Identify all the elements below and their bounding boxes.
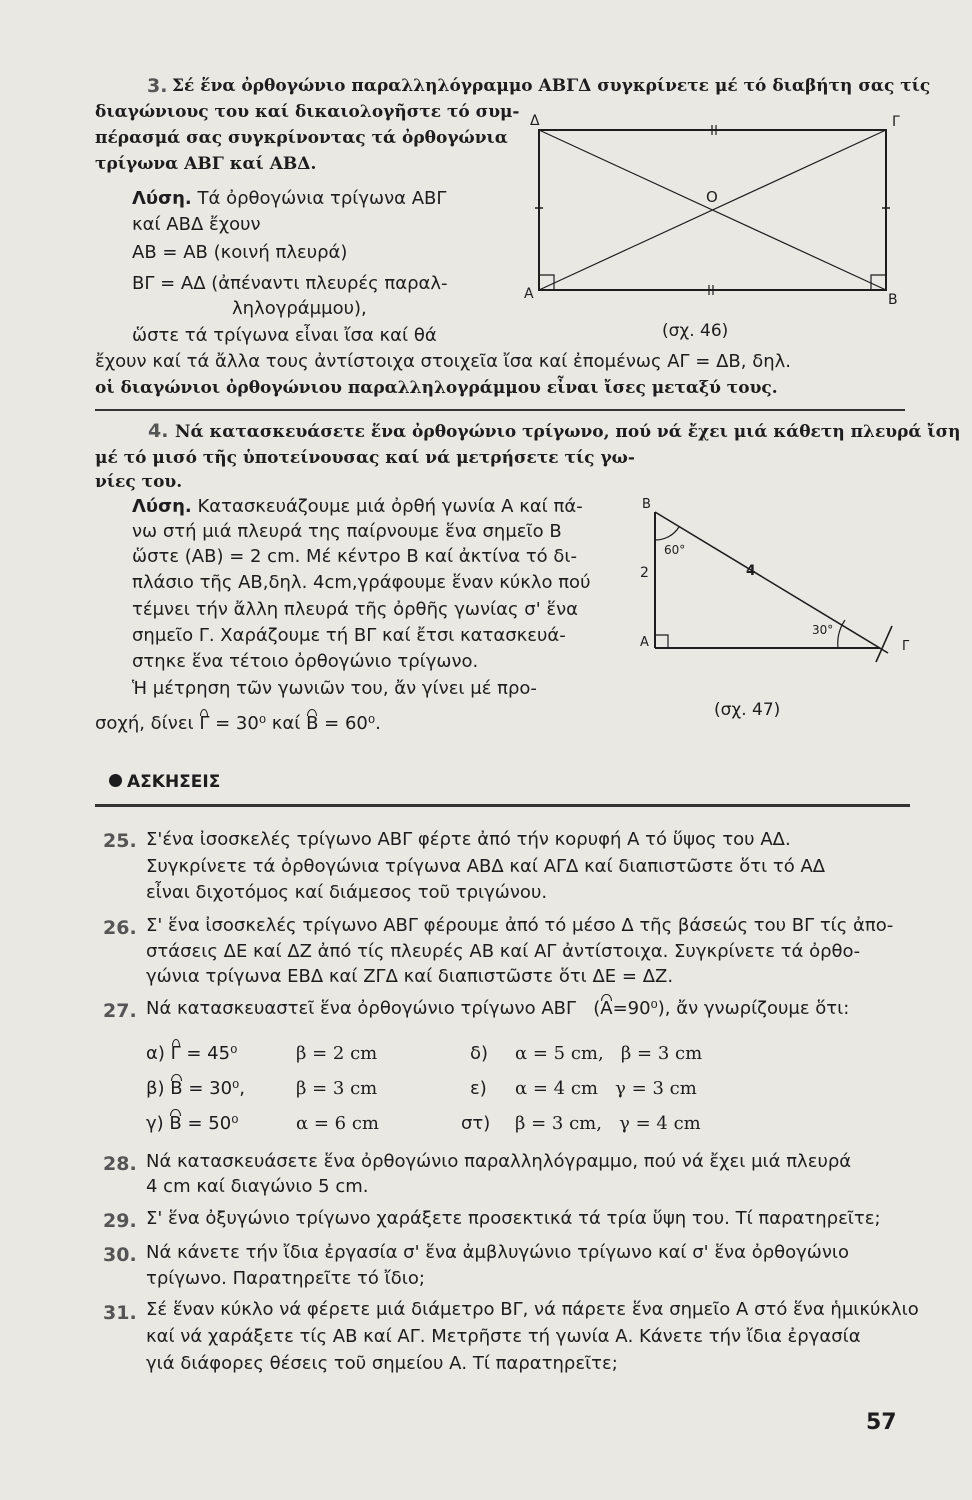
problem-4-solution-line-6: σημεῖο Γ. Χαράζουμε τή ΒΓ καί ἔτσι κατασκευά- <box>132 625 566 646</box>
exercise-31-line-3: γιά διάφορες θέσεις τοῦ σημείου Α. Τί παρατηρεῖτε; <box>146 1353 618 1374</box>
center-o-label: Ο <box>706 188 718 206</box>
exercise-25-line-3: εἶναι διχοτόμος καί διάμεσος τοῦ τριγώνου. <box>146 882 548 903</box>
exercise-28-line-1: Νά κατασκευάσετε ἕνα ὀρθογώνιο παραλληλόγραμμο, πού νά ἔχει μιά πλευρά <box>146 1151 852 1172</box>
exercises-heading: ΑΣΚΗΣΕΙΣ <box>109 772 220 792</box>
vertex-d-label: Δ <box>530 113 540 129</box>
exercise-27-item-c-side: α = 6 cm <box>296 1113 380 1134</box>
problem-4-solution-line-4: πλάσιο τῆς ΑΒ,δηλ. 4cm,γράφουμε ἕναν κύκλο πού <box>132 572 591 593</box>
right-angle-b <box>871 275 886 290</box>
exercise-30-line-1: Νά κάνετε τήν ἴδια ἐργασία σ' ἕνα ἀμβλυγώνιο τρίγωνο καί σ' ἕνα ὀρθογώνιο <box>146 1242 850 1263</box>
exercise-25-number: 25. <box>103 830 137 852</box>
right-angle-a <box>539 275 554 290</box>
problem-3-solution-line-2: καί ΑΒΔ ἔχουν <box>132 214 261 235</box>
vertex-b-label: Β <box>642 497 651 512</box>
problem-3-line-2: διαγώνιους του καί δικαιολογῆστε τό συμ- <box>95 102 520 122</box>
solution-label: Λύση. <box>132 496 192 517</box>
exercise-29-number: 29. <box>103 1210 137 1232</box>
exercise-25-line-1: Σ'ένα ἰσοσκελές τρίγωνο ΑΒΓ φέρτε ἀπό τήν κορυφή Α τό ὕψος του ΑΔ. <box>146 829 791 850</box>
exercise-27-text: Νά κατασκευαστεῖ ἕνα ὀρθογώνιο τρίγωνο ΑΒΓ (Α=90⁰), ἄν γνωρίζουμε ὅτι: <box>146 998 850 1019</box>
angle-b-label: 60° <box>664 543 686 557</box>
section-divider <box>95 409 905 411</box>
exercise-27-item-b-side: β = 3 cm <box>296 1078 378 1099</box>
figure-47-caption: (σχ. 47) <box>714 700 781 720</box>
exercise-27-item-f-label: στ) <box>461 1113 491 1134</box>
exercise-27-number: 27. <box>103 1000 137 1022</box>
problem-3-number: 3. <box>147 75 168 97</box>
problem-4-solution-line-3: ὥστε (ΑΒ) = 2 cm. Μέ κέντρο Β καί ἀκτίνα τό δι- <box>132 546 577 567</box>
problem-4-line-1: Νά κατασκευάσετε ἕνα ὀρθογώνιο τρίγωνο, πού νά ἔχει μιά κάθετη πλευρά ἴση <box>175 422 961 442</box>
exercise-29-line-1: Σ' ἕνα ὀξυγώνιο τρίγωνο χαράξετε προσεκτικά τά τρία ὕψη του. Τί παρατηρεῖτε; <box>146 1208 881 1229</box>
side-bg-length: 4 <box>746 563 756 579</box>
exercise-27-item-d-label: δ) <box>470 1043 489 1064</box>
solution-label: Λύση. <box>132 188 192 209</box>
problem-4-solution-line-1: Λύση. Κατασκευάζουμε μιά ὀρθή γωνία Α καί πά- <box>132 496 583 517</box>
right-angle-a <box>655 635 668 648</box>
problem-3-solution-line-6: ὥστε τά τρίγωνα εἶναι ἴσα καί θά <box>132 325 437 346</box>
problem-4-solution-line-5: τέμνει τήν ἄλλη πλευρά τῆς ὀρθῆς γωνίας σ' ἕνα <box>132 599 579 620</box>
problem-4-line-3: νίες του. <box>95 472 183 492</box>
vertex-a-label: Α <box>640 635 649 650</box>
exercise-27-item-a: α) Γ = 45⁰ <box>146 1043 238 1064</box>
problem-3-line-1: Σέ ἕνα ὀρθογώνιο παραλληλόγραμμο ΑΒΓΔ συγκρίνετε μέ τό διαβήτη σας τίς <box>172 76 931 96</box>
problem-4-line-2: μέ τό μισό τῆς ὑποτείνουσας καί νά μετρήσετε τίς γω- <box>95 448 635 468</box>
problem-4-solution-line-8: Ἡ μέτρηση τῶν γωνιῶν του, ἄν γίνει μέ προ- <box>132 678 537 699</box>
exercise-26-line-3: γώνια τρίγωνα ΕΒΔ καί ΖΓΔ καί διαπιστῶστε ὅτι ΔΕ = ΔΖ. <box>146 966 674 987</box>
exercise-31-line-1: Σέ ἕναν κύκλο νά φέρετε μιά διάμετρο ΒΓ, νά πάρετε ἕνα σημεῖο Α στό ἕνα ἡμικύκλιο <box>146 1299 919 1320</box>
angle-a-symbol: Α <box>600 998 613 1019</box>
vertex-g-label: Γ <box>892 114 900 130</box>
problem-4-number: 4. <box>148 420 169 442</box>
page-number: 57 <box>866 1410 897 1435</box>
exercise-30-line-2: τρίγωνο. Παρατηρεῖτε τό ἴδιο; <box>146 1268 425 1289</box>
exercises-divider <box>95 804 910 807</box>
exercise-27-item-d: α = 5 cm, β = 3 cm <box>515 1043 703 1064</box>
exercise-27-item-f: β = 3 cm, γ = 4 cm <box>515 1113 701 1134</box>
exercise-27-item-a-side: β = 2 cm <box>296 1043 378 1064</box>
problem-4-solution-line-7: στηκε ἕνα τέτοιο ὀρθογώνιο τρίγωνο. <box>132 651 479 672</box>
problem-3-line-3: πέρασμά σας συγκρίνοντας τά ὀρθογώνια <box>95 128 508 148</box>
problem-3-solution-line-1: Λύση. Τά ὀρθογώνια τρίγωνα ΑΒΓ <box>132 188 447 209</box>
exercise-28-line-2: 4 cm καί διαγώνιο 5 cm. <box>146 1176 369 1197</box>
figure-46-caption: (σχ. 46) <box>662 321 729 341</box>
exercise-26-line-2: στάσεις ΔΕ καί ΔΖ ἀπό τίς πλευρές ΑΒ καί ΑΓ ἀντίστοιχα. Συγκρίνετε τά ὀρθο- <box>146 941 861 962</box>
angle-b-symbol: Β <box>306 713 319 734</box>
angle-g-label: 30° <box>812 623 834 637</box>
problem-3-solution-line-3: ΑΒ = ΑΒ (κοινή πλευρά) <box>132 242 348 263</box>
hypotenuse-bg <box>655 512 888 653</box>
vertex-b-label: Β <box>888 292 898 308</box>
exercise-26-number: 26. <box>103 917 137 939</box>
angle-b-arc <box>655 527 679 540</box>
exercise-27-item-b: β) Β = 30⁰, <box>146 1078 245 1099</box>
exercise-28-number: 28. <box>103 1153 137 1175</box>
problem-3-solution-line-7: ἔχουν καί τά ἄλλα τους ἀντίστοιχα στοιχεῖα ἴσα καί ἐπομένως ΑΓ = ΔΒ, δηλ. <box>95 351 791 372</box>
angle-g-symbol: Γ <box>199 713 210 734</box>
problem-3-solution-line-4: ΒΓ = ΑΔ (ἀπέναντι πλευρές παραλ- <box>132 273 448 294</box>
exercise-27-item-e-label: ε) <box>470 1078 487 1099</box>
problem-3-line-4: τρίγωνα ΑΒΓ καί ΑΒΔ. <box>95 154 317 174</box>
exercise-31-line-2: καί νά χαράξετε τίς ΑΒ καί ΑΓ. Μετρῆστε τή γωνία Α. Κάνετε τήν ἴδια ἐργασία <box>146 1326 861 1347</box>
exercise-27-item-c: γ) Β = 50⁰ <box>146 1113 239 1134</box>
problem-4-solution-line-2: νω στή μιά πλευρά της παίρνουμε ἕνα σημεῖο Β <box>132 521 562 542</box>
vertex-a-label: Α <box>524 286 534 302</box>
figure-46-rectangle-diagram <box>520 108 900 348</box>
vertex-g-label: Γ <box>902 639 910 654</box>
exercise-30-number: 30. <box>103 1244 137 1266</box>
problem-3-conclusion: οἱ διαγώνιοι ὀρθογώνιου παραλληλογράμμου εἶναι ἴσες μεταξύ τους. <box>95 378 778 398</box>
exercise-31-number: 31. <box>103 1302 137 1324</box>
compass-arc-mark <box>876 626 892 662</box>
exercise-27-item-e: α = 4 cm γ = 3 cm <box>515 1078 697 1099</box>
exercise-26-line-1: Σ' ἕνα ἰσοσκελές τρίγωνο ΑΒΓ φέρουμε ἀπό τό μέσο Δ τῆς βάσεώς του ΒΓ τίς ἀπο- <box>146 915 894 936</box>
problem-3-solution-line-5: ληλογράμμου), <box>232 298 367 319</box>
problem-4-angle-result: σοχή, δίνει Γ = 30⁰ καί Β = 60⁰. <box>95 713 381 734</box>
figure-47-triangle-diagram <box>620 490 920 725</box>
bullet-icon <box>109 774 122 787</box>
exercise-25-line-2: Συγκρίνετε τά ὀρθογώνια τρίγωνα ΑΒΔ καί ΑΓΔ καί διαπιστῶστε ὅτι τό ΑΔ <box>146 856 826 877</box>
side-ab-length: 2 <box>640 565 649 581</box>
